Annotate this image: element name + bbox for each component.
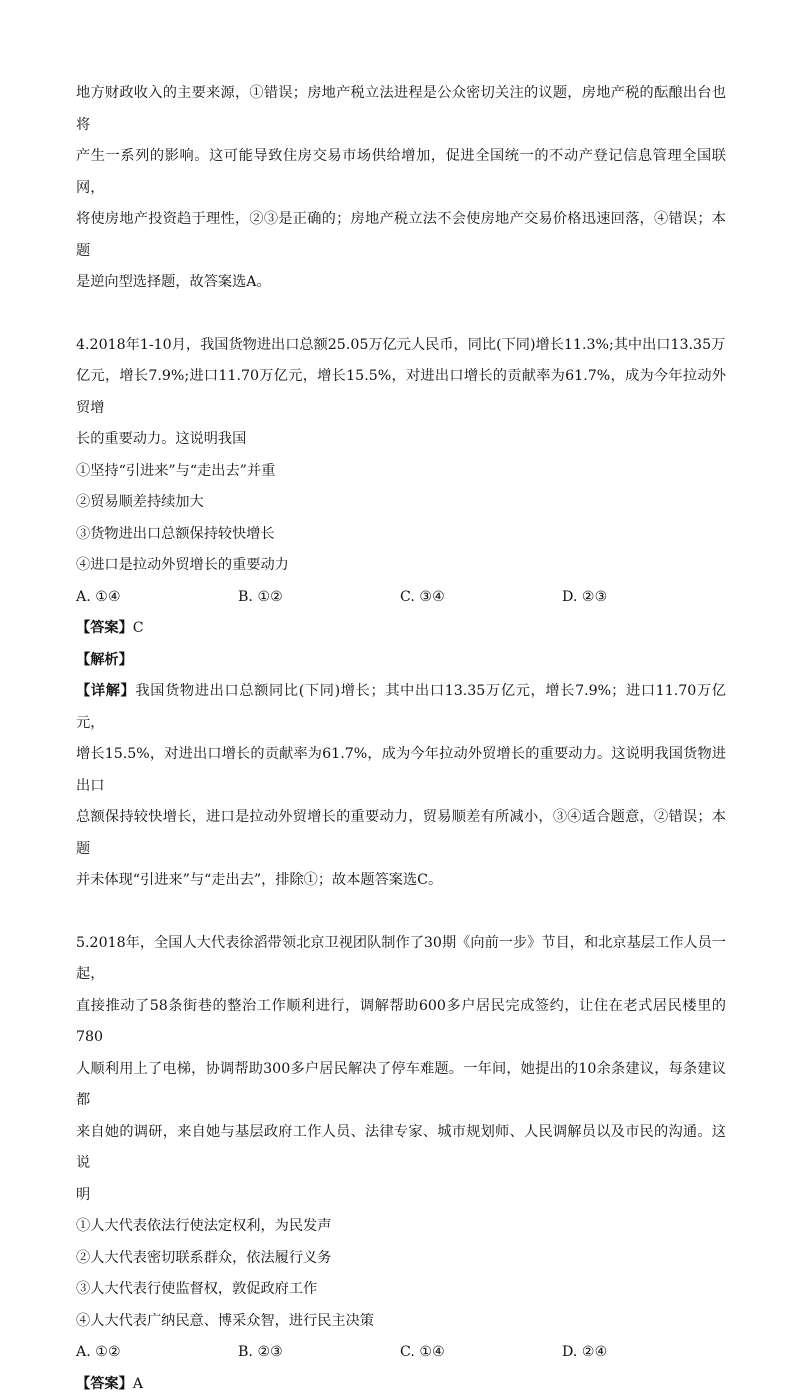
option-b: B. ②③ <box>238 1337 400 1369</box>
analysis-line <box>76 645 726 677</box>
statement-item: ④进口是拉动外贸增长的重要动力 <box>76 550 726 582</box>
option-b: B. ①② <box>238 582 400 614</box>
statement-item: ②人大代表密切联系群众，依法履行义务 <box>76 1243 726 1275</box>
question-stem-line: 5.2018年，全国人大代表徐滔带领北京卫视团队制作了30期《向前一步》节目，和北京基层工作人员一起， <box>76 928 726 991</box>
question-stem-line: 长的重要动力。这说明我国 <box>76 424 726 456</box>
analysis-label: 【解析】 <box>76 652 133 668</box>
text-line: 产生一系列的影响。这可能导致住房交易市场供给增加，促进全国统一的不动产登记信息管理全国联网， <box>76 141 726 204</box>
spacer <box>76 299 726 330</box>
statement-item: ③人大代表行使监督权，敦促政府工作 <box>76 1274 726 1306</box>
detail-text: 我国货物进出口总额同比(下同)增长；其中出口13.35万亿元，增长7.9%；进口11.70万亿元， <box>76 683 726 731</box>
statement-item: ①坚持“引进来”与“走出去”并重 <box>76 456 726 488</box>
option-d: D. ②④ <box>562 1337 724 1369</box>
option-a: A. ①② <box>76 1337 238 1369</box>
answer-value: A <box>133 1376 143 1392</box>
statement-item: ②贸易顺差持续加大 <box>76 487 726 519</box>
detail-line: 总额保持较快增长，进口是拉动外贸增长的重要动力，贸易顺差有所减小，③④适合题意，②错误；本题 <box>76 802 726 865</box>
answer-label: 【答案】 <box>76 620 133 636</box>
statement-item: ①人大代表依法行使法定权利，为民发声 <box>76 1211 726 1243</box>
question-4 <box>76 330 726 897</box>
question-5 <box>76 928 726 1400</box>
question-stem-line: 4.2018年1-10月，我国货物进出口总额25.05万亿元人民币，同比(下同)增长11.3%;其中出口13.35万 <box>76 330 726 362</box>
document-page <box>76 78 726 1400</box>
answer-value: C <box>133 620 144 636</box>
question-stem-line: 直接推动了58条街巷的整治工作顺利进行，调解帮助600多户居民完成签约，让住在老式居民楼里的780 <box>76 991 726 1054</box>
option-c: C. ③④ <box>400 582 562 614</box>
question-stem-line: 亿元，增长7.9%;进口11.70万亿元，增长15.5%，对进出口增长的贡献率为61.7%，成为今年拉动外贸增 <box>76 361 726 424</box>
question-stem-line: 人顺利用上了电梯，协调帮助300多户居民解决了停车难题。一年间，她提出的10余条建议，每条建议都 <box>76 1054 726 1117</box>
detail-label: 【详解】 <box>76 683 135 699</box>
answer-line <box>76 613 726 645</box>
text-line: 将使房地产投资趋于理性，②③是正确的；房地产税立法不会使房地产交易价格迅速回落，④错误；本题 <box>76 204 726 267</box>
answer-line <box>76 1369 726 1400</box>
statement-item: ④人大代表广纳民意、博采众智，进行民主决策 <box>76 1306 726 1338</box>
question-stem-line: 明 <box>76 1180 726 1212</box>
options-row <box>76 1337 726 1369</box>
prev-explanation <box>76 78 726 299</box>
detail-line: 并未体现“引进来”与“走出去”，排除①；故本题答案选C。 <box>76 865 726 897</box>
text-line: 地方财政收入的主要来源，①错误；房地产税立法进程是公众密切关注的议题，房地产税的酝酿出台也将 <box>76 78 726 141</box>
detail-line <box>76 676 726 739</box>
option-c: C. ①④ <box>400 1337 562 1369</box>
spacer <box>76 897 726 928</box>
text-line: 是逆向型选择题，故答案选A。 <box>76 267 726 299</box>
detail-line: 增长15.5%，对进出口增长的贡献率为61.7%，成为今年拉动外贸增长的重要动力。这说明我国货物进出口 <box>76 739 726 802</box>
options-row <box>76 582 726 614</box>
question-stem-line: 来自她的调研，来自她与基层政府工作人员、法律专家、城市规划师、人民调解员以及市民的沟通。这说 <box>76 1117 726 1180</box>
answer-label: 【答案】 <box>76 1376 133 1392</box>
option-d: D. ②③ <box>562 582 724 614</box>
statement-item: ③货物进出口总额保持较快增长 <box>76 519 726 551</box>
option-a: A. ①④ <box>76 582 238 614</box>
